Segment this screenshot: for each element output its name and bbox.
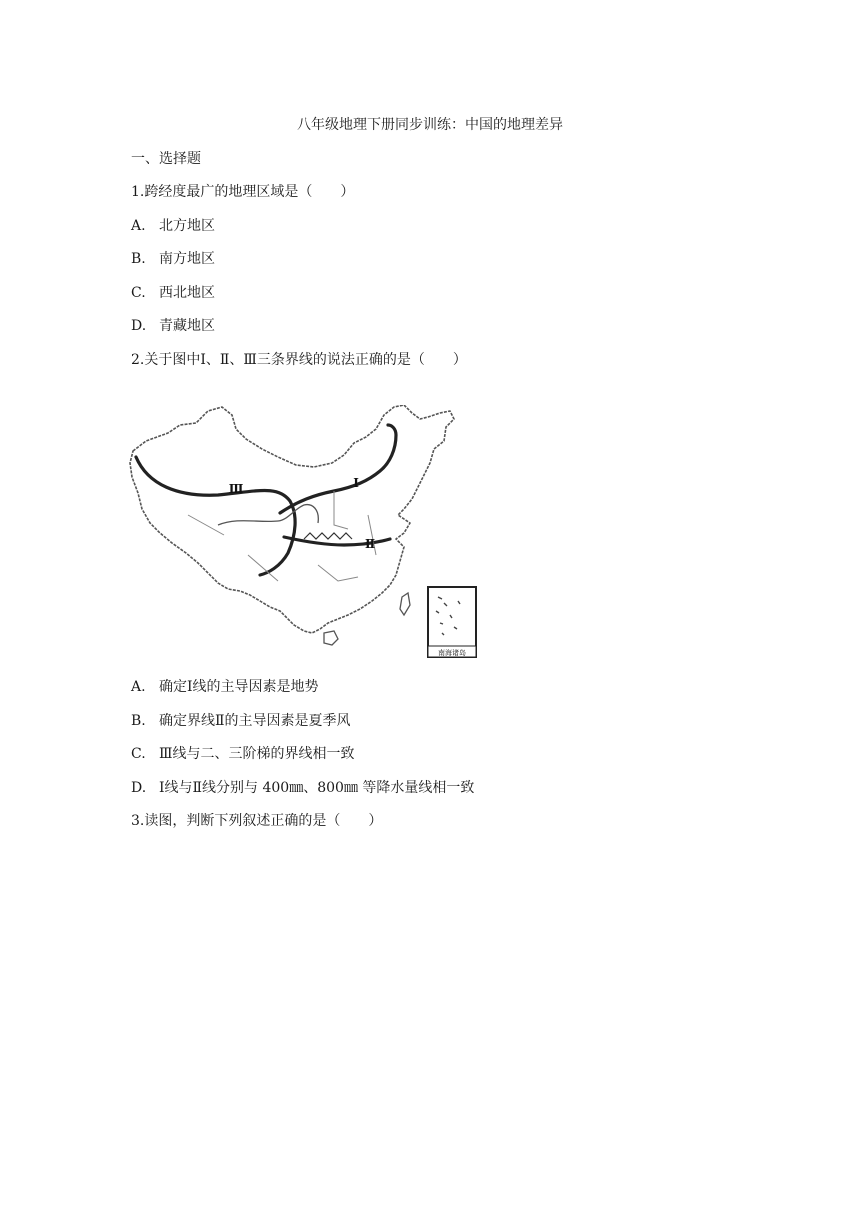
question-1-option-a <box>131 215 215 235</box>
section-heading: 一、选择题 <box>131 151 201 167</box>
option-letter: B. <box>131 713 146 729</box>
inset-caption: 南海诸岛 <box>438 649 466 657</box>
option-letter: A. <box>131 218 146 234</box>
question-1-option-d <box>131 315 215 335</box>
option-letter: A. <box>131 679 146 695</box>
option-letter: B. <box>131 251 146 267</box>
option-text: 北方地区 <box>159 218 215 234</box>
hainan-island <box>324 631 338 645</box>
option-text: 西北地区 <box>159 285 215 301</box>
option-text: 确定Ⅰ线的主导因素是地势 <box>159 679 319 695</box>
taiwan-island <box>400 593 410 615</box>
question-1-option-c <box>131 282 215 302</box>
china-boundary-map <box>128 405 480 660</box>
river-line <box>218 505 318 525</box>
question-1-option-b <box>131 248 215 268</box>
option-text: 确定界线Ⅱ的主导因素是夏季风 <box>159 713 351 729</box>
option-text: Ⅰ线与Ⅱ线分别与 400㎜、800㎜ 等降水量线相一致 <box>159 780 475 796</box>
question-3-stem: 3.读图，判断下列叙述正确的是（ ） <box>131 813 383 829</box>
question-2-option-d <box>131 777 474 797</box>
option-letter: D. <box>131 318 147 334</box>
question-2-option-c <box>131 743 355 763</box>
mountain-hatch <box>304 533 352 539</box>
china-outline <box>130 405 454 633</box>
boundary-line-i <box>280 425 396 513</box>
option-text: 青藏地区 <box>159 318 215 334</box>
label-line-ii: Ⅱ <box>364 537 376 551</box>
boundary-line-iii <box>136 457 295 575</box>
option-text: Ⅲ线与二、三阶梯的界线相一致 <box>159 746 355 762</box>
option-letter: C. <box>131 746 146 762</box>
province-borders <box>188 491 376 581</box>
question-2-option-b <box>131 710 351 730</box>
option-text: 南方地区 <box>159 251 215 267</box>
label-line-iii: Ⅲ <box>228 482 244 496</box>
question-1-stem: 1.跨经度最广的地理区域是（ ） <box>131 184 355 200</box>
document-title: 八年级地理下册同步训练：中国的地理差异 <box>297 117 563 133</box>
option-letter: C. <box>131 285 146 301</box>
question-2-stem: 2.关于图中Ⅰ、Ⅱ、Ⅲ三条界线的说法正确的是（ ） <box>131 352 467 368</box>
question-2-option-a <box>131 676 319 696</box>
label-line-i: Ⅰ <box>353 476 359 490</box>
option-letter: D. <box>131 780 147 796</box>
